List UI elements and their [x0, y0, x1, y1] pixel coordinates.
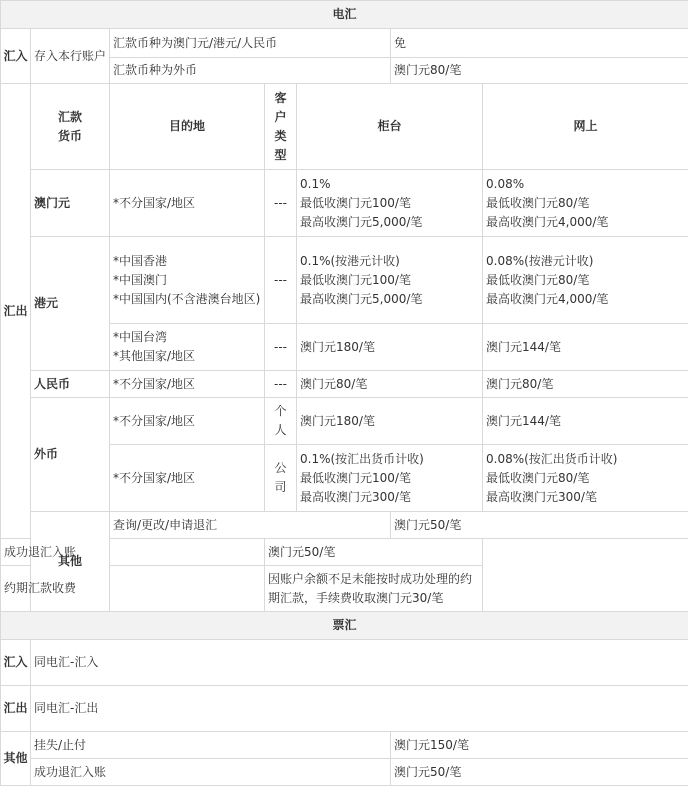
other-fee: 因账户余额不足未能按时成功处理的约期汇款，手续费收取澳门元30/笔: [265, 566, 483, 612]
inward-account-label: 存入本行账户: [31, 29, 110, 84]
counter-fee-cell: 澳门元80/笔: [297, 371, 483, 398]
header-counter: 柜台: [297, 84, 483, 170]
currency-mop: 澳门元: [31, 170, 110, 237]
destination-cell: *不分国家/地区: [110, 398, 265, 445]
section-title-draft: 票汇: [1, 612, 688, 640]
table-row: [1, 29, 688, 58]
destination-cell: *中国台湾 *其他国家/地区: [110, 324, 265, 371]
customer-type-cell: 个 人: [265, 398, 297, 445]
other-item: 成功退汇入账: [1, 539, 265, 566]
counter-fee-cell: 0.1%(按汇出货币计收) 最低收澳门元100/笔 最高收澳门元300/笔: [297, 445, 483, 512]
header-currency: 汇款 货币: [31, 84, 110, 170]
counter-fee-cell: 澳门元180/笔: [297, 324, 483, 371]
table-row: [1, 237, 688, 324]
table-row: [1, 84, 688, 170]
draft-outward-text: 同电汇-汇出: [31, 686, 688, 732]
destination-cell: *不分国家/地区: [110, 445, 265, 512]
table-row: [1, 732, 688, 759]
customer-type-cell: ---: [265, 371, 297, 398]
table-row: [1, 371, 688, 398]
currency-hkd: 港元: [31, 237, 110, 371]
row-label-inward: 汇入: [1, 640, 31, 686]
table-row: [1, 759, 688, 786]
row-label-outward: 汇出: [1, 686, 31, 732]
inward-fee: 澳门元80/笔: [391, 58, 688, 84]
row-label-inward: 汇入: [1, 29, 31, 84]
destination-cell: *中国香港 *中国澳门 *中国国内(不含港澳台地区): [110, 237, 265, 324]
table-row: [1, 566, 688, 612]
inward-condition: 汇款币种为澳门元/港元/人民币: [110, 29, 391, 58]
other-fee: 澳门元50/笔: [391, 759, 688, 786]
other-item: 约期汇款收费: [1, 566, 265, 612]
other-item: 成功退汇入账: [31, 759, 391, 786]
table-row: [1, 539, 688, 566]
header-destination: 目的地: [110, 84, 265, 170]
customer-type-cell: 公 司: [265, 445, 297, 512]
online-fee-cell: 0.08%(按港元计收) 最低收澳门元80/笔 最高收澳门元4,000/笔: [483, 237, 688, 324]
customer-type-cell: ---: [265, 170, 297, 237]
counter-fee-cell: 0.1%(按港元计收) 最低收澳门元100/笔 最高收澳门元5,000/笔: [297, 237, 483, 324]
other-item: 挂失/止付: [31, 732, 391, 759]
other-fee: 澳门元50/笔: [265, 539, 483, 566]
destination-cell: *不分国家/地区: [110, 170, 265, 237]
header-online: 网上: [483, 84, 688, 170]
destination-cell: *不分国家/地区: [110, 371, 265, 398]
online-fee-cell: 0.08%(按汇出货币计收) 最低收澳门元80/笔 最高收澳门元300/笔: [483, 445, 688, 512]
row-label-other: 其他: [31, 512, 110, 612]
other-fee: 澳门元150/笔: [391, 732, 688, 759]
customer-type-cell: ---: [265, 324, 297, 371]
other-fee: 澳门元50/笔: [391, 512, 688, 539]
inward-fee: 免: [391, 29, 688, 58]
table-row: [1, 686, 688, 732]
table-row: [1, 170, 688, 237]
counter-fee-cell: 澳门元180/笔: [297, 398, 483, 445]
draft-inward-text: 同电汇-汇入: [31, 640, 688, 686]
currency-rmb: 人民币: [31, 371, 110, 398]
counter-fee-cell: 0.1% 最低收澳门元100/笔 最高收澳门元5,000/笔: [297, 170, 483, 237]
header-customer-type: 客 户 类 型: [265, 84, 297, 170]
table-row: [1, 640, 688, 686]
online-fee-cell: 澳门元144/笔: [483, 324, 688, 371]
section-header-row: [1, 1, 688, 29]
table-row: [1, 398, 688, 445]
row-label-other: 其他: [1, 732, 31, 786]
online-fee-cell: 澳门元80/笔: [483, 371, 688, 398]
section-header-row: [1, 612, 688, 640]
currency-foreign: 外币: [31, 398, 110, 512]
section-title-telegraphic: 电汇: [1, 1, 688, 29]
inward-condition: 汇款币种为外币: [110, 58, 391, 84]
customer-type-cell: ---: [265, 237, 297, 324]
online-fee-cell: 澳门元144/笔: [483, 398, 688, 445]
row-label-outward: 汇出: [1, 84, 31, 539]
table-row: [1, 512, 688, 539]
other-item: 查询/更改/申请退汇: [110, 512, 391, 539]
online-fee-cell: 0.08% 最低收澳门元80/笔 最高收澳门元4,000/笔: [483, 170, 688, 237]
